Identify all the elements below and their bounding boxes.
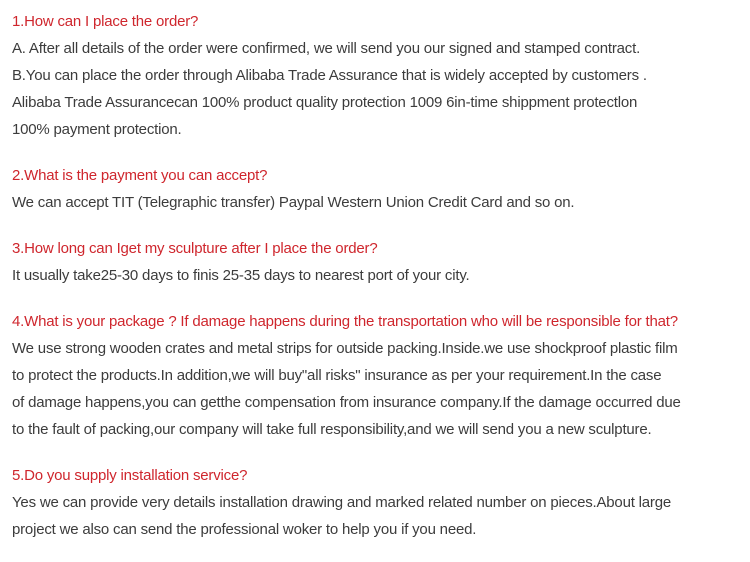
faq-answer-line: We use strong wooden crates and metal strips for outside packing.Inside.we use shockproof plastic film — [12, 340, 678, 357]
faq-answer-5 — [12, 489, 738, 543]
faq-answer-4 — [12, 335, 738, 443]
faq-answer-line: It usually take25-30 days to finis 25-35 days to nearest port of your city. — [12, 267, 470, 284]
faq-item-5 — [12, 462, 738, 543]
faq-item-4 — [12, 308, 738, 443]
faq-question-4: 4.What is your package ? If damage happens during the transportation who will be responsible for that? — [12, 313, 678, 330]
faq-answer-line: Alibaba Trade Assurancecan 100% product quality protection 1009 6in-time shippment protectlon — [12, 94, 638, 111]
faq-answer-line: 100% payment protection. — [12, 121, 182, 138]
faq-answer-line: We can accept TIT (Telegraphic transfer) Paypal Western Union Credit Card and so on. — [12, 194, 575, 211]
faq-question-3: 3.How long can Iget my sculpture after I place the order? — [12, 240, 378, 257]
faq-question-1: 1.How can I place the order? — [12, 13, 199, 30]
faq-answer-3 — [12, 262, 738, 289]
faq-answer-line: A. After all details of the order were confirmed, we will send you our signed and stamped contract. — [12, 40, 641, 57]
faq-question-5: 5.Do you supply installation service? — [12, 467, 248, 484]
faq-item-3 — [12, 235, 738, 289]
faq-answer-line: Yes we can provide very details installation drawing and marked related number on pieces.About large — [12, 494, 672, 511]
faq-question-2: 2.What is the payment you can accept? — [12, 167, 268, 184]
faq-item-1 — [12, 8, 738, 143]
faq-answer-line: of damage happens,you can getthe compensation from insurance company.If the damage occurred due — [12, 394, 681, 411]
faq-answer-line: to protect the products.In addition,we will buy"all risks" insurance as per your requirement.In the case — [12, 367, 662, 384]
faq-answer-line: B.You can place the order through Alibaba Trade Assurance that is widely accepted by customers . — [12, 67, 647, 84]
faq-answer-line: project we also can send the professional woker to help you if you need. — [12, 521, 477, 538]
faq-answer-1 — [12, 35, 738, 143]
faq-answer-2 — [12, 189, 738, 216]
faq-answer-line: to the fault of packing,our company will take full responsibility,and we will send you a new sculpture. — [12, 421, 652, 438]
faq-item-2 — [12, 162, 738, 216]
